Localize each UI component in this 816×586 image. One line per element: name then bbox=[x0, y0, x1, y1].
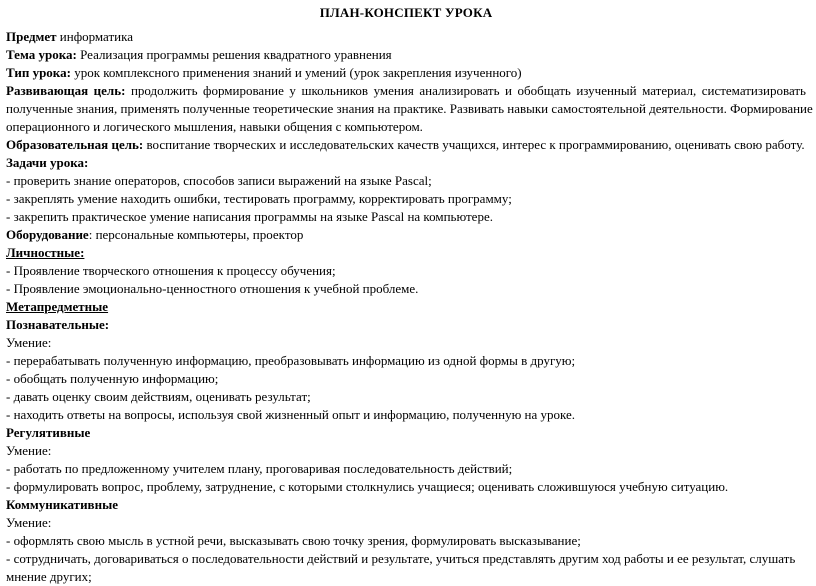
cognitive-item: - находить ответы на вопросы, используя свой жизненный опыт и информацию, полученную на уроке. bbox=[6, 407, 576, 422]
task-item: - закрепить практическое умение написания программы на языке Pascal на компьютере. bbox=[6, 209, 493, 224]
task-item: - закреплять умение находить ошибки, тестировать программу, корректировать программу; bbox=[6, 191, 512, 206]
topic-value: Реализация программы решения квадратного уравнения bbox=[76, 47, 392, 62]
communicative-item: - сотрудничать, договариваться о последовательности действий и результате, учиться представлять другим ход работы и ее результат, слушать bbox=[6, 551, 796, 566]
regulatory-heading: Регулятивные bbox=[6, 425, 91, 440]
regulatory-intro: Умение: bbox=[6, 443, 52, 458]
lesson-type-label: Тип урока: bbox=[6, 65, 71, 80]
educational-goal-label: Образовательная цель: bbox=[6, 137, 144, 152]
meta-heading: Метапредметные bbox=[6, 299, 109, 314]
topic-label: Тема урока: bbox=[6, 47, 77, 62]
cognitive-item: - перерабатывать полученную информацию, преобразовывать информацию из одной формы в другую; bbox=[6, 353, 576, 368]
lesson-type-value: урок комплексного применения знаний и умений (урок закрепления изученного) bbox=[70, 65, 522, 80]
tasks-heading: Задачи урока: bbox=[6, 155, 89, 170]
equipment-label: Оборудование bbox=[6, 227, 89, 242]
lesson-plan-document bbox=[0, 4, 814, 586]
topic-line bbox=[6, 46, 806, 64]
communicative-item: - оформлять свою мысль в устной речи, высказывать свою точку зрения, формулировать высказывание; bbox=[6, 533, 581, 548]
communicative-heading: Коммуникативные bbox=[6, 497, 118, 512]
developing-goal-paragraph bbox=[6, 82, 813, 136]
educational-goal-line bbox=[6, 136, 806, 154]
cognitive-item: - давать оценку своим действиям, оценивать результат; bbox=[6, 389, 311, 404]
regulatory-item: - работать по предложенному учителем плану, проговаривая последовательность действий; bbox=[6, 461, 513, 476]
personal-item: - Проявление эмоционально-ценностного отношения к учебной проблеме. bbox=[6, 281, 419, 296]
cognitive-heading: Познавательные: bbox=[6, 317, 110, 332]
communicative-intro: Умение: bbox=[6, 515, 52, 530]
developing-goal-line-3: операционного и логического мышления, навыки общения с компьютером. bbox=[6, 119, 423, 134]
developing-goal-label: Развивающая цель: bbox=[6, 83, 126, 98]
cognitive-intro: Умение: bbox=[6, 335, 52, 350]
equipment-line bbox=[6, 226, 806, 244]
personal-heading: Личностные: bbox=[6, 245, 85, 260]
subject-label: Предмет bbox=[6, 29, 57, 44]
developing-goal-text-1: продолжить формирование у школьников умения анализировать и обобщать изученный материал, систематизировать bbox=[125, 83, 806, 98]
developing-goal-line-1 bbox=[6, 82, 806, 100]
personal-item: - Проявление творческого отношения к процессу обучения; bbox=[6, 263, 336, 278]
regulatory-item: - формулировать вопрос, проблему, затруднение, с которыми столкнулись учащиеся; оценивать сложившуюся учебную ситуацию. bbox=[6, 479, 729, 494]
educational-goal-value: воспитание творческих и исследовательских качеств учащихся, интерес к программированию, оценивать свою работу. bbox=[143, 137, 805, 152]
subject-line bbox=[6, 28, 806, 46]
cognitive-item: - обобщать полученную информацию; bbox=[6, 371, 219, 386]
developing-goal-line-2: полученные знания, применять полученные теоретические знания на практике. Развивать навыки самостоятельной деятельности. Формирование bbox=[6, 101, 813, 116]
equipment-value: : персональные компьютеры, проектор bbox=[88, 227, 304, 242]
lesson-type-line bbox=[6, 64, 806, 82]
communicative-item: мнение других; bbox=[6, 569, 92, 584]
subject-value: информатика bbox=[56, 29, 134, 44]
task-item: - проверить знание операторов, способов записи выражений на языке Pascal; bbox=[6, 173, 432, 188]
document-title: ПЛАН-КОНСПЕКТ УРОКА bbox=[319, 5, 493, 20]
